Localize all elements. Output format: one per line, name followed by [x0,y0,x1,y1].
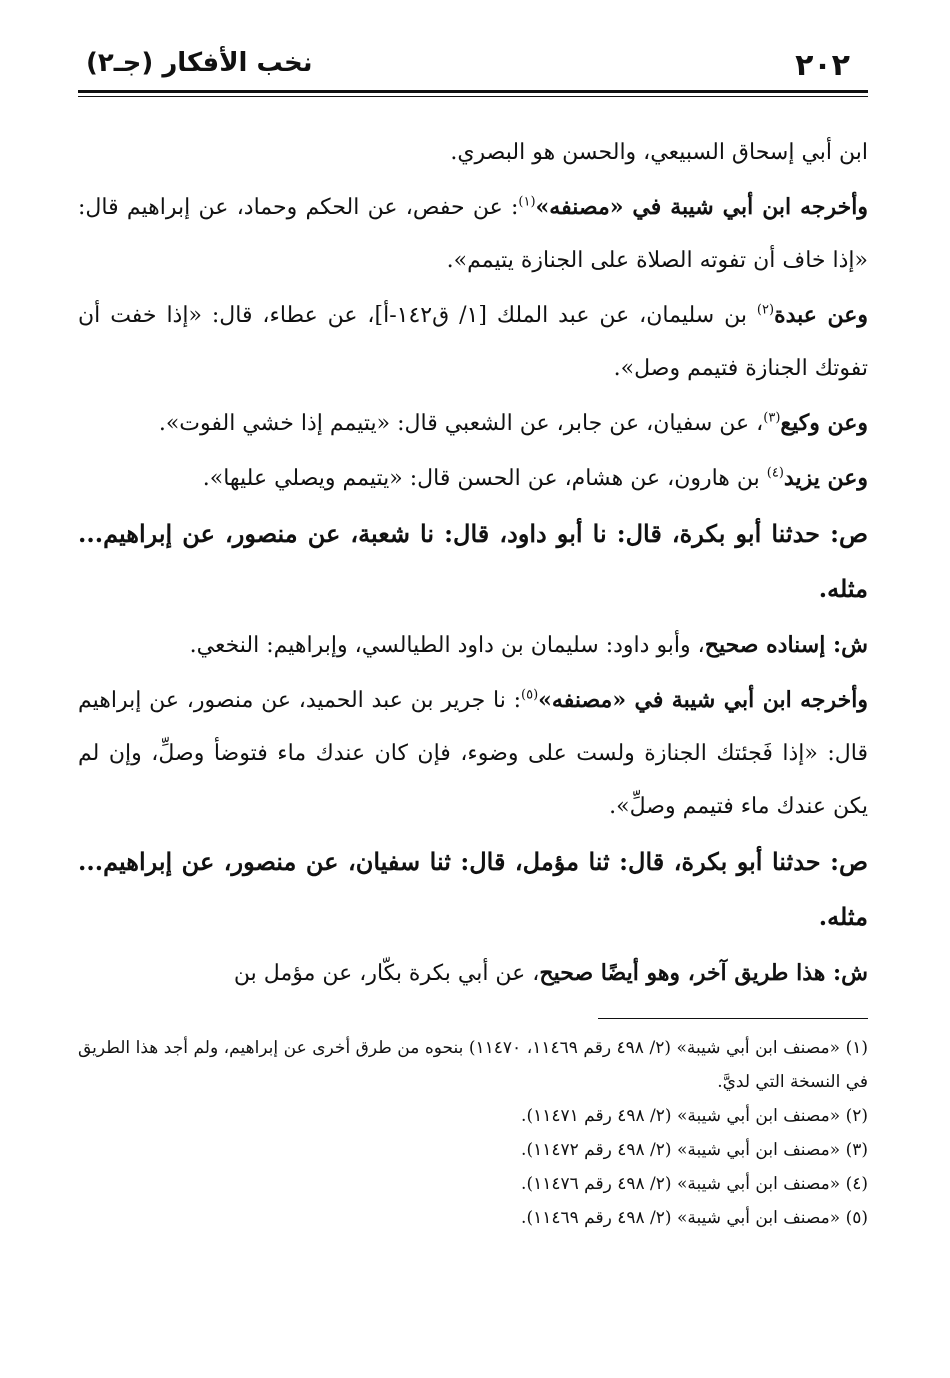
footnote: (٣) «مصنف ابن أبي شيبة» (٢/ ٤٩٨ رقم ١١٤٧٢). [521,1140,868,1160]
paragraph [78,126,868,179]
bold-text: وعن يزيد [783,465,868,491]
bold-text: ص: حدثنا أبو بكرة، قال: نا أبو داود، قال: نا شعبة، عن منصور، عن إبراهيم... مثله. [78,519,868,603]
footnote: (٤) «مصنف ابن أبي شيبة» (٢/ ٤٩٨ رقم ١١٤٧٦). [521,1174,868,1194]
text-segment: بن سليمان، عن عبد الملك [١/ ق١٤٢-أ]، عن عطاء، قال: «إذا خفت أن تفوتك الجنازة فتيمم وصل». [78,303,868,381]
footnote-marker: (٢) [756,302,775,318]
paragraph [78,181,868,287]
paragraph [78,507,868,617]
text-segment: ، عن سفيان، عن جابر، عن الشعبي قال: «يتيمم إذا خشي الفوت». [158,411,764,436]
text-segment: ، وأبو داود: سليمان بن داود الطيالسي، وإبراهيم: النخعي. [189,633,705,658]
bold-text: وعن عبدة [774,302,868,328]
main-text [78,126,868,1000]
text-segment: : نا جرير بن عبد الحميد، عن منصور، عن إبراهيم قال: «إذا فَجئتك الجنازة ولست على وضوء، فإن كان عندك ماء فتوضأ وصلِّ، وإن لم يكن عندك ماء فتيمم وصلِّ». [78,688,868,819]
paragraph [78,289,868,395]
paragraph [78,674,868,833]
footnote-marker: (٣) [763,410,781,426]
header-rule-thick [78,90,868,93]
footnote-marker: (١) [518,194,536,210]
paragraph [78,835,868,945]
footnote-marker: (٥) [521,687,539,703]
running-title: نخب الأفكار (جـ٢) [86,48,313,78]
bold-text: وأخرجه ابن أبي شيبة في «مصنفه» [538,687,868,713]
footnotes [78,1031,868,1235]
footnote: (٥) «مصنف ابن أبي شيبة» (٢/ ٤٩٨ رقم ١١٤٦٩). [521,1208,868,1228]
bold-text: وأخرجه ابن أبي شيبة في «مصنفه» [535,194,868,220]
footnote: (٢) «مصنف ابن أبي شيبة» (٢/ ٤٩٨ رقم ١١٤٧١). [521,1106,868,1126]
text-segment: : عن حفص، عن الحكم وحماد، عن إبراهيم قال: «إذا خاف أن تفوته الصلاة على الجنازة يتيمم». [78,195,868,273]
bold-text: ش: هذا طريق آخر، وهو أيضًا صحيح [539,960,868,986]
paragraph [78,452,868,505]
bold-text: ش: إسناده صحيح [704,632,868,658]
page-number: ٢٠٢ [795,48,850,83]
bold-text: وعن وكيع [780,410,868,436]
page-header [78,42,868,94]
text-segment: ، عن أبي بكرة بكّار، عن مؤمل بن [233,961,540,986]
bold-text: ص: حدثنا أبو بكرة، قال: ثنا مؤمل، قال: ثنا سفيان، عن منصور، عن إبراهيم... مثله. [78,847,869,931]
text-segment: بن هارون، عن هشام، عن الحسن قال: «يتيمم ويصلي عليها». [202,466,767,491]
header-rule-thin [78,96,868,97]
paragraph [78,947,868,1000]
footnote-marker: (٤) [766,465,784,481]
paragraph [78,619,868,672]
footnote-separator [598,1018,868,1019]
text-segment: ابن أبي إسحاق السبيعي، والحسن هو البصري. [450,140,868,165]
footnote: (١) «مصنف ابن أبي شيبة» (٢/ ٤٩٨ رقم ١١٤٦٩، ١١٤٧٠) بنحوه من طرق أخرى عن إبراهيم، ولم أجد هذا الطريق في النسخة التي لديَّ. [78,1038,868,1092]
paragraph [78,397,868,450]
book-page [78,42,868,1235]
